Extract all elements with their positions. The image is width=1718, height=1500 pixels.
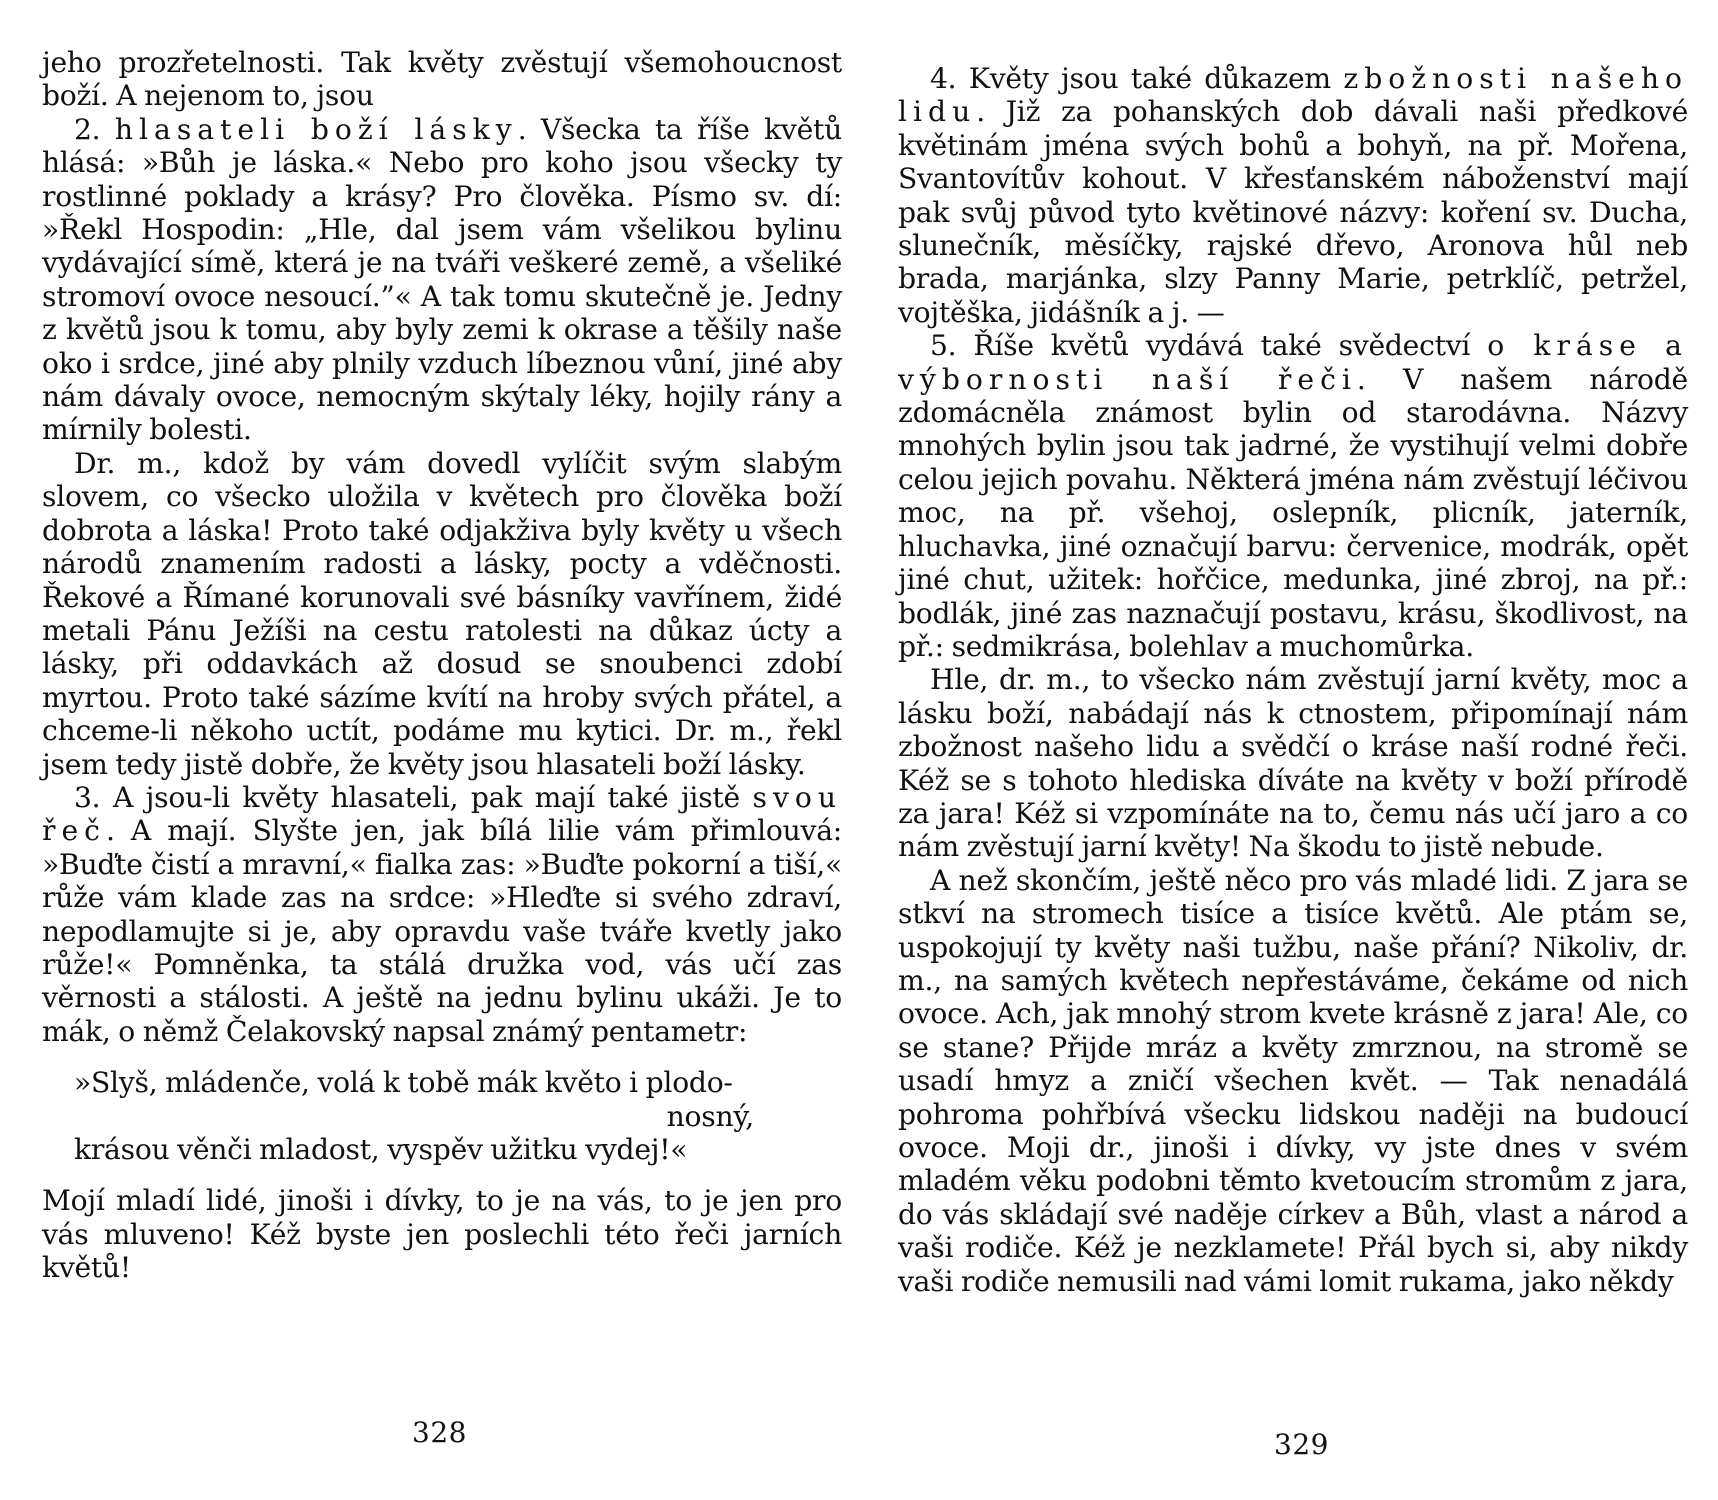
- paragraph-text: jeho prozřetelnosti. Tak květy zvěstují všemohoucnost boží. A nejenom to, jsou: [42, 46, 842, 113]
- paragraph-text: . V našem národě zdomácněla známost bylin od starodávna. Názvy mnohých bylin jsou tak jadrné, že vystihují velmi dobře celou jejich povahu. Některá jména nám zvěstují léčivou moc, na př. všehoj, oslepník, plicník, jaterník, hluchavka, jiné označují barvu: červenice, modrák, opět jiné chut, užitek: hořčice, medunka, jiné zbroj, na př.: bodlák, jiné zas naznačují postavu, krásu, škodlivost, na př.: sedmikrása, bolehlav a muchomůrka.: [898, 362, 1688, 663]
- verse-line-1-end: nosný,: [666, 1099, 754, 1133]
- spaced-emphasis: hlasateli boží lásky: [114, 112, 518, 146]
- verse-line-2: krásou věnči mladost, vyspěv užitku vydej!«: [74, 1133, 688, 1166]
- right-page-text: [898, 62, 1688, 1298]
- paragraph: [42, 113, 842, 447]
- paragraph: [42, 447, 842, 781]
- paragraph-text: 3. A jsou-li květy hlasateli, pak mají také jistě: [74, 780, 753, 814]
- right-paragraphs: [898, 62, 1688, 1298]
- paragraph-text: Dr. m., kdož by vám dovedl vylíčit svým slabým slovem, co všecko uložila v květech pro člověka boží dobrota a láska! Proto také odjakživa byly květy u všech národů znamením radosti a lásky, pocty a vděčnosti. Řekové a Římané korunovali své básníky vavřínem, židé metali Pánu Ježíši na cestu ratolesti na důkaz úcty a lásky, při oddavkách až dosud se snoubenci zdobí myrtou. Proto také sázíme kvítí na hroby svých přátel, a chceme-li někoho uctít, podáme mu kytici. Dr. m., řekl jsem tedy jistě dobře, že květy jsou hlasateli boží lásky.: [42, 446, 842, 781]
- paragraph-text: 4. Květy jsou také důkazem: [930, 62, 1344, 95]
- page-number-left: 328: [412, 1416, 467, 1449]
- paragraph: [42, 781, 842, 1048]
- paragraph-text: . A mají. Slyšte jen, jak bílá lilie vám přimlouvá: »Buďte čistí a mravní,« fialka zas: »Buďte pokorní a tiší,« růže vám klade zas na srdce: »Hleďte si svého zdraví, nepodlamujte si je, aby opravdu vaše tváře kvetly jako růže!« Pomněnka, ta stálá družka vod, vás učí zas věrnosti a stálosti. A ještě na jednu bylinu ukáži. Je to mák, o němž Čelakovský napsal známý pentametr:: [42, 814, 842, 1048]
- closing-paragraph: Mojí mladí lidé, jinoši i dívky, to je na vás, to je jen pro vás mluveno! Kéž byste jen poslechli této řeči jarních květů!: [42, 1184, 842, 1285]
- spaced-emphasis: zbožnosti našeho lidu: [898, 62, 1688, 129]
- left-paragraphs: [42, 46, 842, 1048]
- left-page: [42, 0, 842, 1500]
- left-page-text: [42, 46, 842, 1285]
- paragraph: [898, 864, 1688, 1298]
- page-number-right: 329: [1274, 1428, 1329, 1461]
- paragraph: [42, 46, 842, 113]
- paragraph: [898, 62, 1688, 329]
- paragraph-text: Hle, dr. m., to všecko nám zvěstují jarní květy, moc a lásku boží, nabádají nás k ctnostem, připomínají nám zbožnost našeho lidu a svědčí o kráse naší rodné řeči. Kéž se s tohoto hlediska díváte na květy v boží přírodě za jara! Kéž si vzpomínáte na to, čemu nás učí jaro a co nám zvěstují jarní květy! Na škodu to jistě nebude.: [898, 663, 1688, 864]
- paragraph-text: . Všecka ta říše květů hlásá: »Bůh je láska.« Nebo pro koho jsou všecky ty rostlinné poklady a krásy? Pro člověka. Písmo sv. dí: »Řekl Hospodin: „Hle, dal jsem vám všelikou bylinu vydávající símě, která je na tváři veškeré země, a všeliké stromoví ovoce nesoucí.”« A tak tomu skutečně je. Jedny z květů jsou k tomu, aby byly zemi k okrase a těšily naše oko i srdce, jiné aby plnily vzduch líbeznou vůní, jiné aby nám dávaly ovoce, nemocným skýtaly léky, hojily rány a mírnily bolesti.: [42, 112, 843, 447]
- paragraph-text: 2.: [74, 112, 115, 146]
- paragraph: [898, 663, 1688, 863]
- spaced-emphasis: o krásе a výbornosti naší řeči: [898, 329, 1688, 396]
- paragraph-text: . Již za pohanských dob dávali naši předkové květinám jména svých bohů a bohyň, na př. Mořena, Svantovítův kohout. V křesťanském náboženství mají pak svůj původ tyto květinové názvy: koření sv. Ducha, slunečník, měsíčky, rajské dřevo, Aronova hůl neb brada, marjánka, slzy Panny Marie, petrklíč, petržel, vojtěška, jidášník a j. —: [898, 95, 1688, 329]
- paragraph-text: 5. Říše květů vydává také svědectví: [930, 329, 1488, 363]
- right-page: [898, 0, 1688, 1500]
- paragraph: [898, 329, 1688, 663]
- pentameter-verse: [42, 1066, 842, 1166]
- spaced-emphasis: svou řeč: [42, 780, 842, 848]
- paragraph-text: A než skončím, ještě něco pro vás mladé lidi. Z jara se stkví na stromech tisíce a tisíce květů. Ale ptám se, uspokojují ty květy naši tužbu, naše přání? Nikoliv, dr. m., na samých květech nepřestáváme, čekáme od nich ovoce. Ach, jak mnohý strom kvete krásně z jara! Ale, co se stane? Přijde mráz a květy zmrznou, na stromě se usadí hmyz a zničí všechen květ. — Tak nenadálá pohroma pohřbívá všecku lidskou naději na budoucí ovoce. Moji dr., jinoši i dívky, vy jste dnes v svém mladém věku podobni těmto kvetoucím stromům z jara, do vás skládají své naděje církev a Bůh, vlast a národ a vaši rodiče. Kéž je nezklamete! Přál bych si, aby nikdy vaši rodiče nemusili nad vámi lomit rukama, jako někdy: [898, 863, 1688, 1298]
- verse-line-1: »Slyš, mládenče, volá k tobě mák květo i plodo-: [74, 1066, 733, 1100]
